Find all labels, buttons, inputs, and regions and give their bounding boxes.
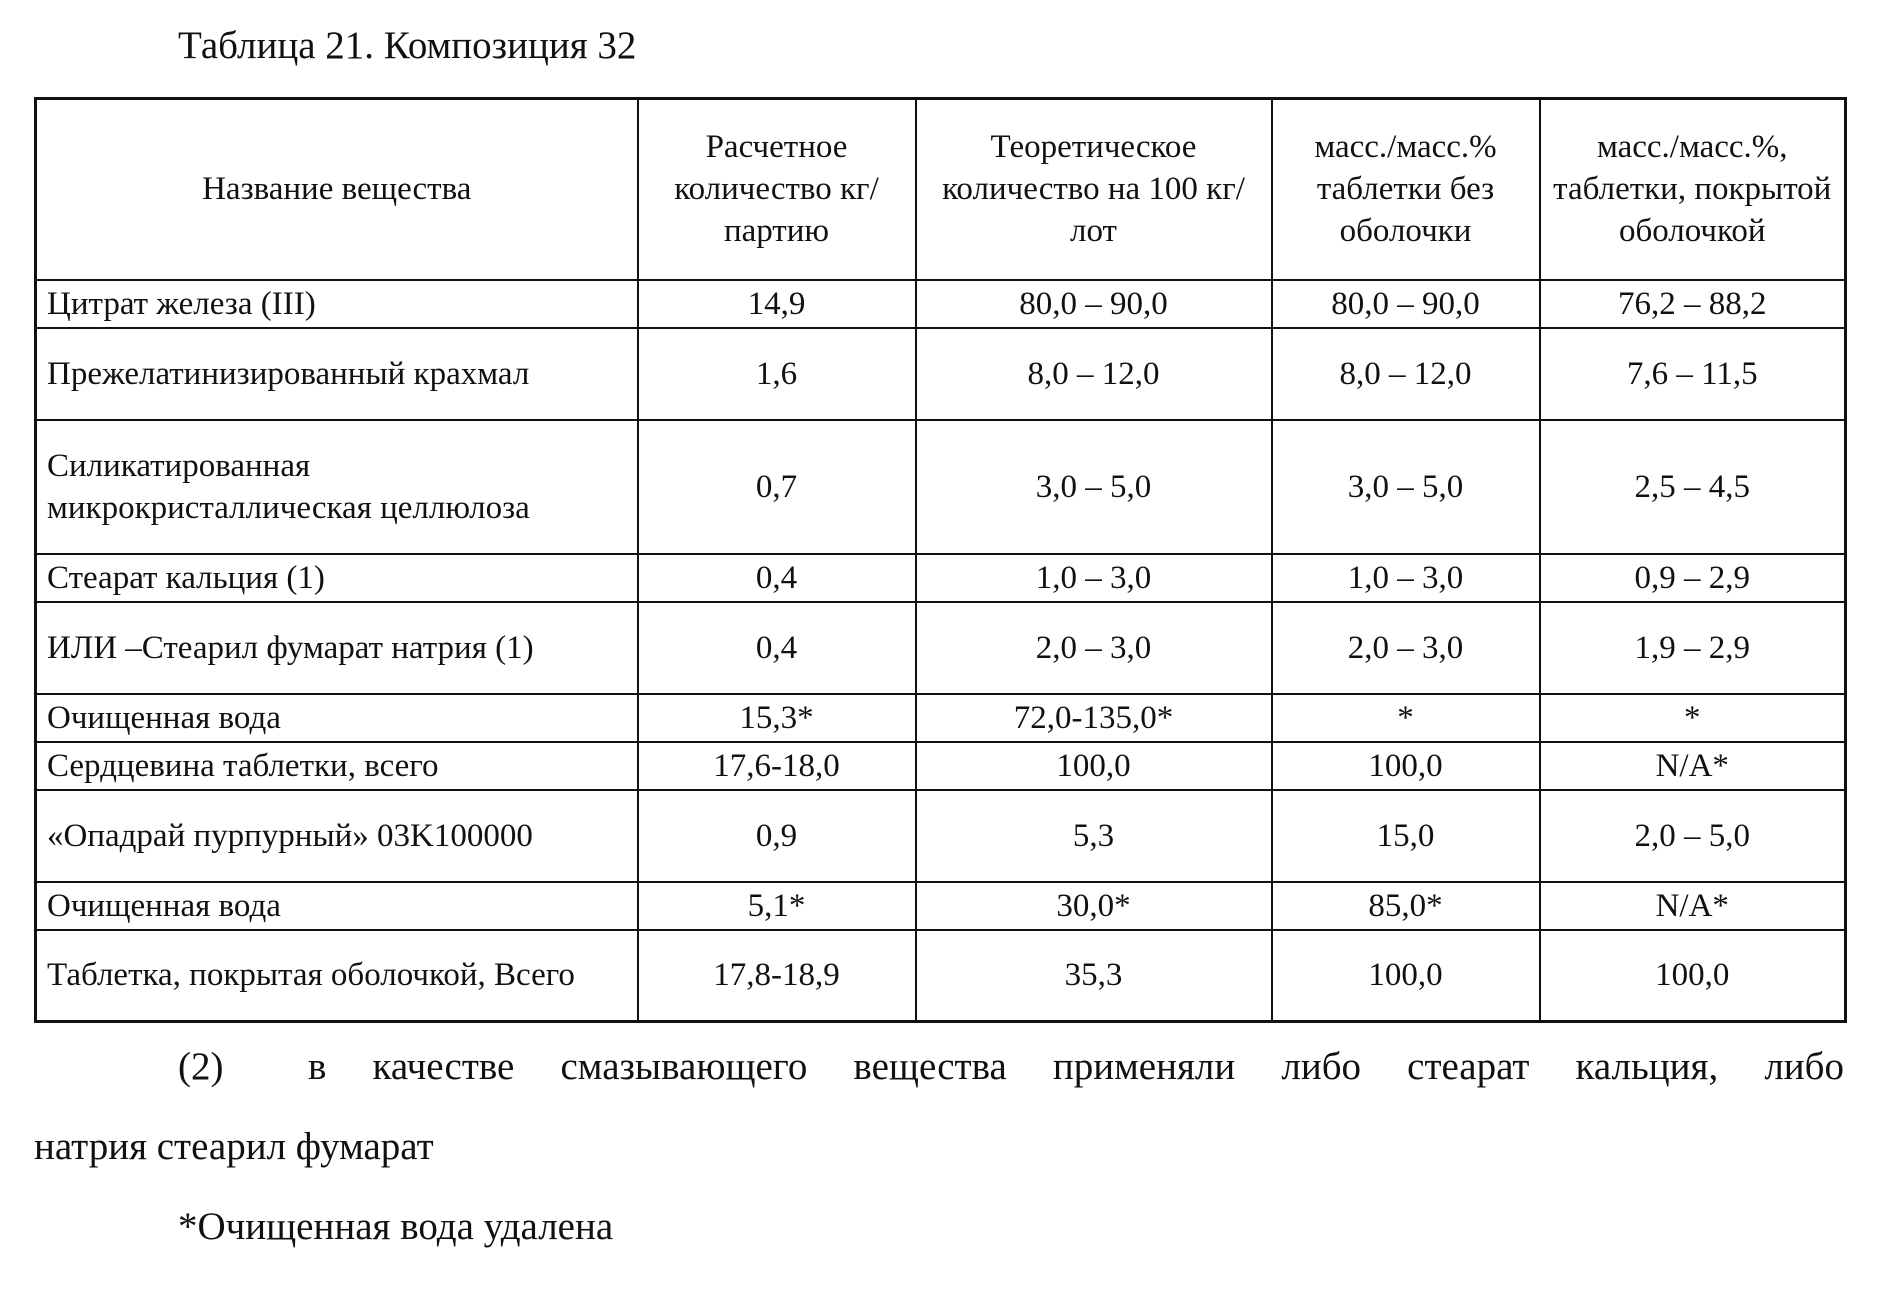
- cell-substance: Цитрат железа (III): [36, 280, 638, 328]
- cell-value: 100,0: [1272, 930, 1540, 1022]
- cell-value: N/A*: [1540, 882, 1846, 930]
- cell-value: 100,0: [1272, 742, 1540, 790]
- cell-value: N/A*: [1540, 742, 1846, 790]
- cell-value: 3,0 – 5,0: [1272, 420, 1540, 554]
- header-uncoated-percent: масс./масс.% таблетки без оболочки: [1272, 99, 1540, 280]
- cell-value: 1,0 – 3,0: [1272, 554, 1540, 602]
- footnote-2-line-1: [178, 1044, 1844, 1089]
- table-row: [36, 930, 1846, 1022]
- cell-substance: «Опадрай пурпурный» 03K100000: [36, 790, 638, 882]
- cell-value: 3,0 – 5,0: [916, 420, 1272, 554]
- cell-value: 2,0 – 3,0: [916, 602, 1272, 694]
- header-calculated-amount: Расчетное количество кг/партию: [638, 99, 916, 280]
- cell-substance: Сердцевина таблетки, всего: [36, 742, 638, 790]
- cell-value: 100,0: [1540, 930, 1846, 1022]
- cell-value: 8,0 – 12,0: [916, 328, 1272, 420]
- cell-value: 8,0 – 12,0: [1272, 328, 1540, 420]
- cell-substance: Стеарат кальция (1): [36, 554, 638, 602]
- cell-value: 0,4: [638, 554, 916, 602]
- cell-value: 0,9 – 2,9: [1540, 554, 1846, 602]
- table-row: [36, 790, 1846, 882]
- table-row: [36, 420, 1846, 554]
- footnote-number: (2): [178, 1045, 224, 1088]
- table-row: [36, 554, 1846, 602]
- cell-value: 14,9: [638, 280, 916, 328]
- composition-table: [34, 97, 1847, 1023]
- cell-substance: Очищенная вода: [36, 694, 638, 742]
- cell-value: 2,5 – 4,5: [1540, 420, 1846, 554]
- cell-value: 0,7: [638, 420, 916, 554]
- header-theoretical-amount: Теоретическое количество на 100 кг/лот: [916, 99, 1272, 280]
- cell-value: 100,0: [916, 742, 1272, 790]
- table-caption: Таблица 21. Композиция 32: [178, 24, 637, 67]
- cell-value: 17,6-18,0: [638, 742, 916, 790]
- footnote-water-removed: *Очищенная вода удалена: [178, 1205, 614, 1248]
- cell-value: 0,9: [638, 790, 916, 882]
- cell-value: 1,0 – 3,0: [916, 554, 1272, 602]
- cell-value: 15,0: [1272, 790, 1540, 882]
- cell-value: *: [1272, 694, 1540, 742]
- cell-value: 5,3: [916, 790, 1272, 882]
- cell-value: *: [1540, 694, 1846, 742]
- cell-value: 30,0*: [916, 882, 1272, 930]
- cell-value: 15,3*: [638, 694, 916, 742]
- cell-value: 0,4: [638, 602, 916, 694]
- cell-value: 80,0 – 90,0: [1272, 280, 1540, 328]
- footnote-2-line-2: натрия стеарил фумарат: [34, 1125, 434, 1168]
- cell-value: 85,0*: [1272, 882, 1540, 930]
- table-row: [36, 694, 1846, 742]
- cell-value: 1,6: [638, 328, 916, 420]
- cell-value: 80,0 – 90,0: [916, 280, 1272, 328]
- cell-value: 76,2 – 88,2: [1540, 280, 1846, 328]
- table-row: [36, 742, 1846, 790]
- cell-value: 72,0-135,0*: [916, 694, 1272, 742]
- cell-value: 17,8-18,9: [638, 930, 916, 1022]
- cell-value: 35,3: [916, 930, 1272, 1022]
- cell-value: 2,0 – 3,0: [1272, 602, 1540, 694]
- cell-substance: Таблетка, покрытая оболочкой, Всего: [36, 930, 638, 1022]
- cell-value: 1,9 – 2,9: [1540, 602, 1846, 694]
- footnote-text: в качестве смазывающего вещества применяли либо стеарат кальция, либо: [308, 1045, 1844, 1088]
- cell-value: 5,1*: [638, 882, 916, 930]
- cell-substance: Прежелатинизированный крахмал: [36, 328, 638, 420]
- table-row: [36, 882, 1846, 930]
- table-row: [36, 328, 1846, 420]
- table-header-row: [36, 99, 1846, 280]
- table-row: [36, 602, 1846, 694]
- cell-value: 7,6 – 11,5: [1540, 328, 1846, 420]
- header-coated-percent: масс./масс.%, таблетки, покрытой оболочкой: [1540, 99, 1846, 280]
- table-row: [36, 280, 1846, 328]
- cell-substance: ИЛИ –Стеарил фумарат натрия (1): [36, 602, 638, 694]
- cell-substance: Очищенная вода: [36, 882, 638, 930]
- cell-substance: Силикатированная микрокристаллическая целлюлоза: [36, 420, 638, 554]
- cell-value: 2,0 – 5,0: [1540, 790, 1846, 882]
- header-substance-name: Название вещества: [36, 99, 638, 280]
